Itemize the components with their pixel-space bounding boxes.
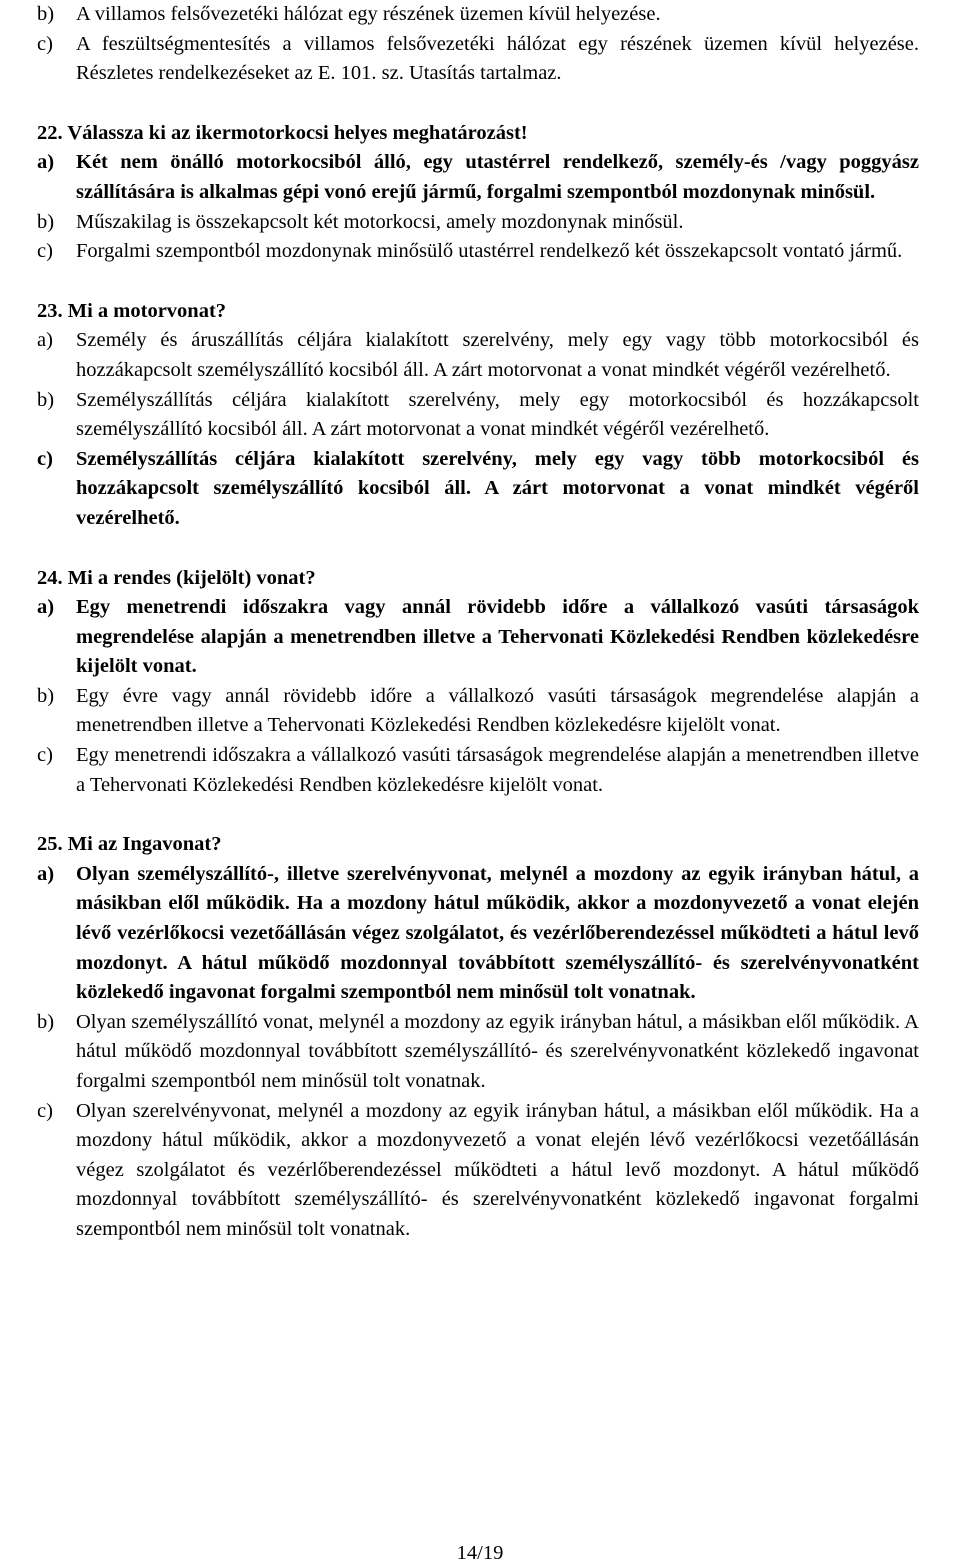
answer-option-correct [0, 593, 919, 682]
option-text: Egy menetrendi időszakra a vállalkozó vasúti társaságok megrendelése alapján a menetrendben illetve a Tehervonati Közlekedési Rendben közlekedésre kijelölt vonat. [76, 744, 919, 796]
answer-option [0, 30, 919, 89]
answer-option [0, 386, 919, 445]
answer-option [0, 682, 919, 741]
answer-option [0, 208, 919, 238]
option-letter: c) [37, 32, 53, 55]
spacer [0, 800, 960, 830]
option-letter: b) [37, 3, 55, 25]
option-text: Személyszállítás céljára kialakított szerelvény, mely egy motorkocsiból és hozzákapcsolt személyszállító kocsiból áll. A zárt motorvonat a vonat mindkét végéről vezérelhető. [76, 388, 919, 441]
option-text: Személy és áruszállítás céljára kialakított szerelvény, mely egy vagy több motorkocsiból és hozzákapcsolt személyszállító kocsiból áll. A zárt motorvonat a vonat mindkét végéről vezérelhető. [76, 329, 919, 381]
option-letter: b) [37, 210, 55, 233]
option-letter: b) [37, 1010, 55, 1033]
answer-option [0, 1097, 919, 1245]
question-title: 23. Mi a motorvonat? [37, 299, 227, 322]
option-letter: a) [37, 151, 55, 174]
question-title: 22. Válassza ki az ikermotorkocsi helyes meghatározást! [37, 121, 528, 144]
option-letter: c) [37, 240, 53, 263]
answer-option [0, 741, 919, 800]
answer-option [0, 1008, 919, 1097]
option-letter: b) [37, 684, 55, 707]
question-title: 25. Mi az Ingavonat? [37, 833, 222, 856]
answer-option-correct [0, 860, 919, 1008]
option-text: Olyan személyszállító vonat, melynél a mozdony az egyik irányban hátul, a másikban elől működik. A hátul működő mozdonnyal továbbított személyszállító- és szerelvényvonatként közlekedő ingavonat forgalmi szempontból nem minősül tolt vonatnak. [76, 1010, 919, 1092]
answer-option-correct [0, 445, 919, 534]
option-text: Olyan szerelvényvonat, melynél a mozdony az egyik irányban hátul, a másikban elől működik. Ha a mozdony hátul működik, akkor a mozdonyvezető a vonat elején lévő vezérlőkocsi vezetőállásán végez szolgálatot és vezérlőberendezéssel működteti a hátul levő mozdonyt. A hátul működő mozdonnyal továbbított személyszállító- és szerelvényvonatként közlekedő ingavonat forgalmi szempontból nem minősül tolt vonatnak. [76, 1099, 919, 1240]
option-text: Olyan személyszállító-, illetve szerelvényvonat, melynél a mozdony az egyik irányban hátul, a másikban elől működik. Ha a mozdony hátul működik, akkor a mozdonyvezető a vonat elején lévő vezérlőkocsi vezetőállásán végez szolgálatot, és vezérlőberendezéssel működteti a hátul levő mozdonyt. A hátul működő mozdonnyal továbbított személyszállító- és szerelvényvonatként közlekedő ingavonat forgalmi szempontból nem minősül tolt vonatnak. [76, 862, 919, 1004]
spacer [0, 89, 960, 119]
option-text: A feszültségmentesítés a villamos felsővezetéki hálózat egy részének üzemen kívül helyezése. Részletes rendelkezéseket az E. 101. sz. Utasítás tartalmaz. [76, 32, 919, 85]
option-text: Egy menetrendi időszakra vagy annál rövidebb időre a vállalkozó vasúti társaságok megrendelése alapján a menetrendben illetve a Tehervonati Közlekedési Rendben közlekedésre kijelölt vonat. [76, 596, 919, 678]
option-text: Személyszállítás céljára kialakított szerelvény, mely egy vagy több motorkocsiból és hozzákapcsolt személyszállító kocsiból áll. A zárt motorvonat a vonat mindkét végéről vezérelhető. [76, 447, 919, 529]
option-letter: a) [37, 596, 55, 619]
option-text: Forgalmi szempontból mozdonynak minősülő utastérrel rendelkező két összekapcsolt vontató jármű. [76, 240, 903, 263]
option-text: Egy évre vagy annál rövidebb időre a vállalkozó vasúti társaságok megrendelése alapján a menetrendben illetve a Tehervonati Közlekedési Rendben közlekedésre kijelölt vonat. [76, 684, 919, 737]
option-letter: a) [37, 862, 55, 885]
option-letter: c) [37, 744, 53, 767]
answer-option-correct [0, 148, 919, 207]
page-number: 14/19 [456, 1542, 504, 1564]
option-letter: c) [37, 1099, 53, 1122]
option-letter: c) [37, 447, 53, 470]
answer-option [0, 0, 919, 30]
option-text: A villamos felsővezetéki hálózat egy részének üzemen kívül helyezése. [76, 3, 661, 25]
option-text: Műszakilag is összekapcsolt két motorkocsi, amely mozdonynak minősül. [76, 210, 684, 233]
question-title: 24. Mi a rendes (kijelölt) vonat? [37, 566, 316, 589]
option-letter: a) [37, 329, 53, 352]
option-text: Két nem önálló motorkocsiból álló, egy utastérrel rendelkező, személy-és /vagy poggyász szállítására is alkalmas gépi vonó erejű jármű, forgalmi szempontból mozdonynak minősül. [76, 151, 919, 203]
spacer [0, 267, 960, 297]
answer-option [0, 237, 919, 267]
option-letter: b) [37, 388, 55, 411]
spacer [0, 534, 960, 564]
answer-option [0, 326, 919, 385]
